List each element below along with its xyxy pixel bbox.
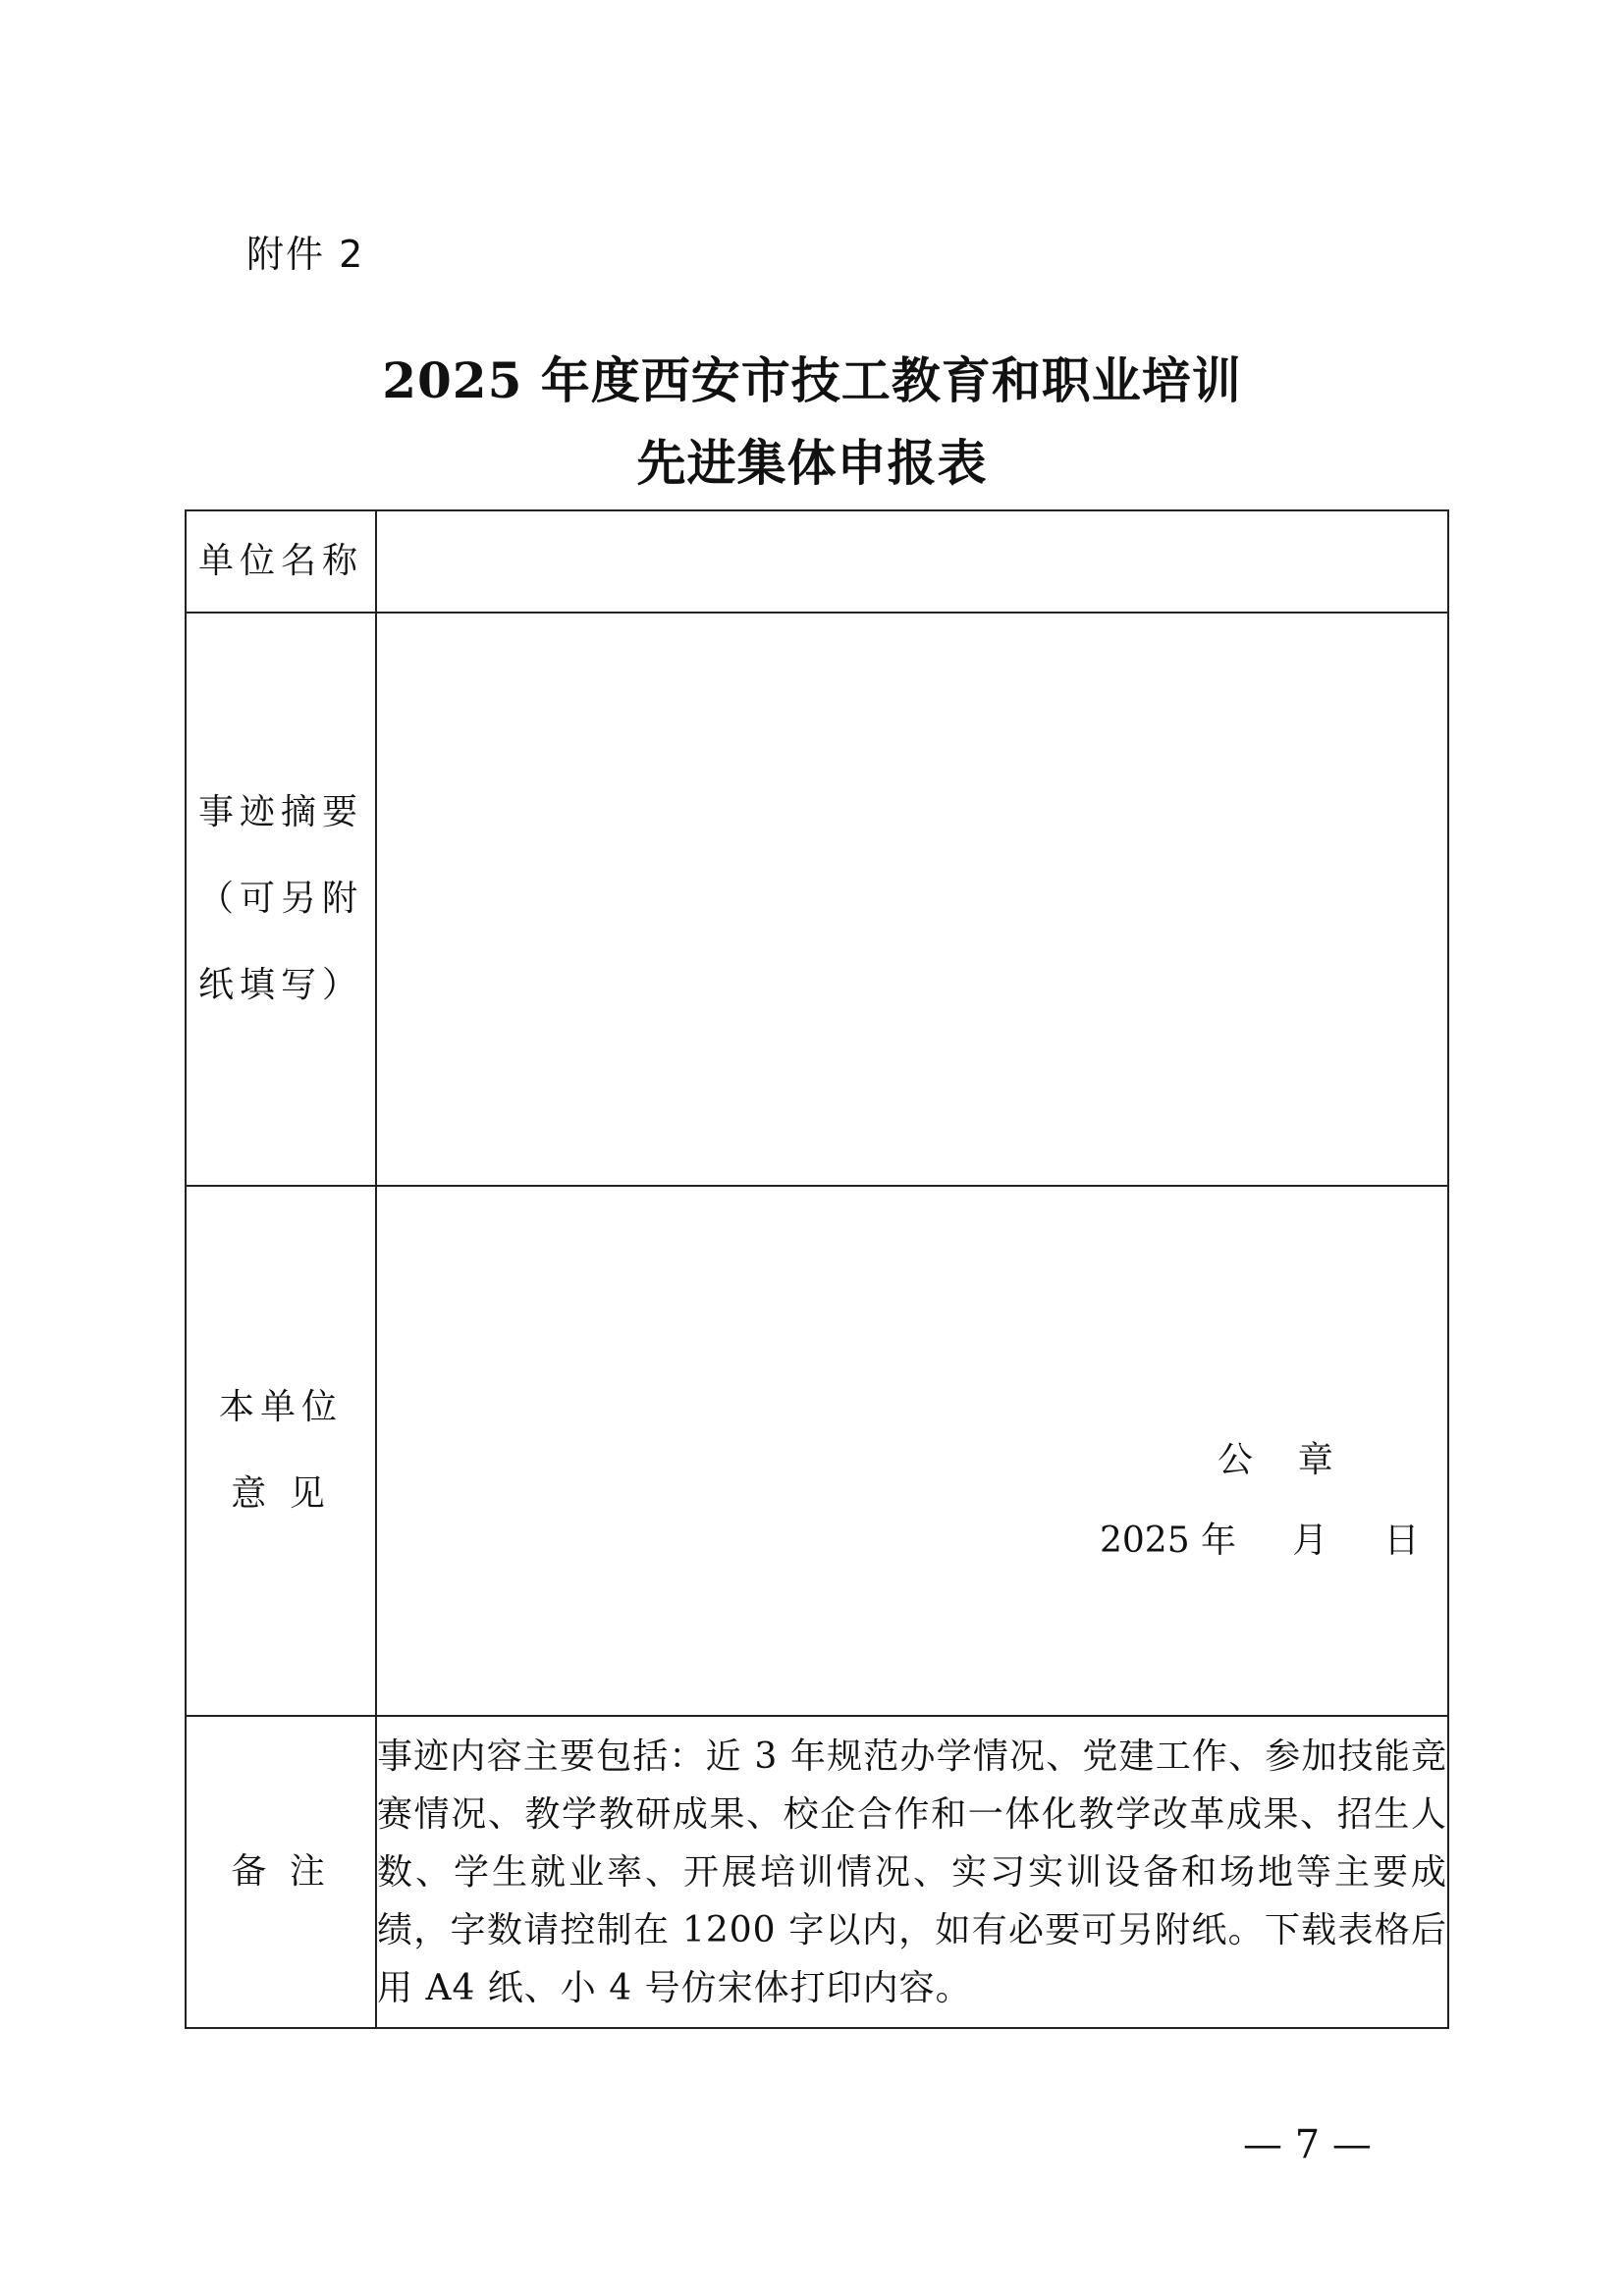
unit-opinion-label (186, 1186, 376, 1716)
official-seal-text: 公 章 (1218, 1440, 1333, 1480)
remarks-text: 事迹内容主要包括：近 3 年规范办学情况、党建工作、参加技能竞赛情况、教学教研成果、校企合作和一体化教学改革成果、招生人数、学生就业率、开展培训情况、实习实训设备和场地等主要成绩，字数请控制在 1200 字以内，如有必要可另附纸。下载表格后用 A4 纸、小 4 号仿宋体打印内容。 (376, 1716, 1448, 2028)
page-number: — 7 — (1243, 2122, 1372, 2167)
deeds-label-line2: （可另附 (197, 879, 363, 919)
unit-opinion-row (186, 1186, 1448, 1716)
opinion-date: 2025 年 月 日 (1100, 1521, 1420, 1561)
deeds-summary-label (186, 613, 376, 1186)
deeds-label-line1: 事迹摘要 (197, 792, 363, 832)
page-title-line1: 2025 年度西安市技工教育和职业培训 (382, 351, 1242, 409)
remarks-label: 备 注 (186, 1716, 376, 2028)
deeds-label-line3: 纸填写） (197, 965, 363, 1005)
application-form-table (185, 509, 1449, 2029)
unit-opinion-field[interactable] (376, 1186, 1448, 1716)
unit-name-field[interactable] (376, 510, 1448, 613)
deeds-summary-row (186, 613, 1448, 1186)
remarks-row (186, 1716, 1448, 2028)
page-title-line2: 先进集体申报表 (636, 434, 988, 492)
unit-name-row (186, 510, 1448, 613)
opinion-label-line1: 本单位 (218, 1387, 343, 1427)
deeds-summary-field[interactable] (376, 613, 1448, 1186)
opinion-label-line2: 意 见 (231, 1473, 331, 1514)
unit-name-label: 单位名称 (186, 510, 376, 613)
attachment-label: 附件 2 (246, 233, 365, 276)
